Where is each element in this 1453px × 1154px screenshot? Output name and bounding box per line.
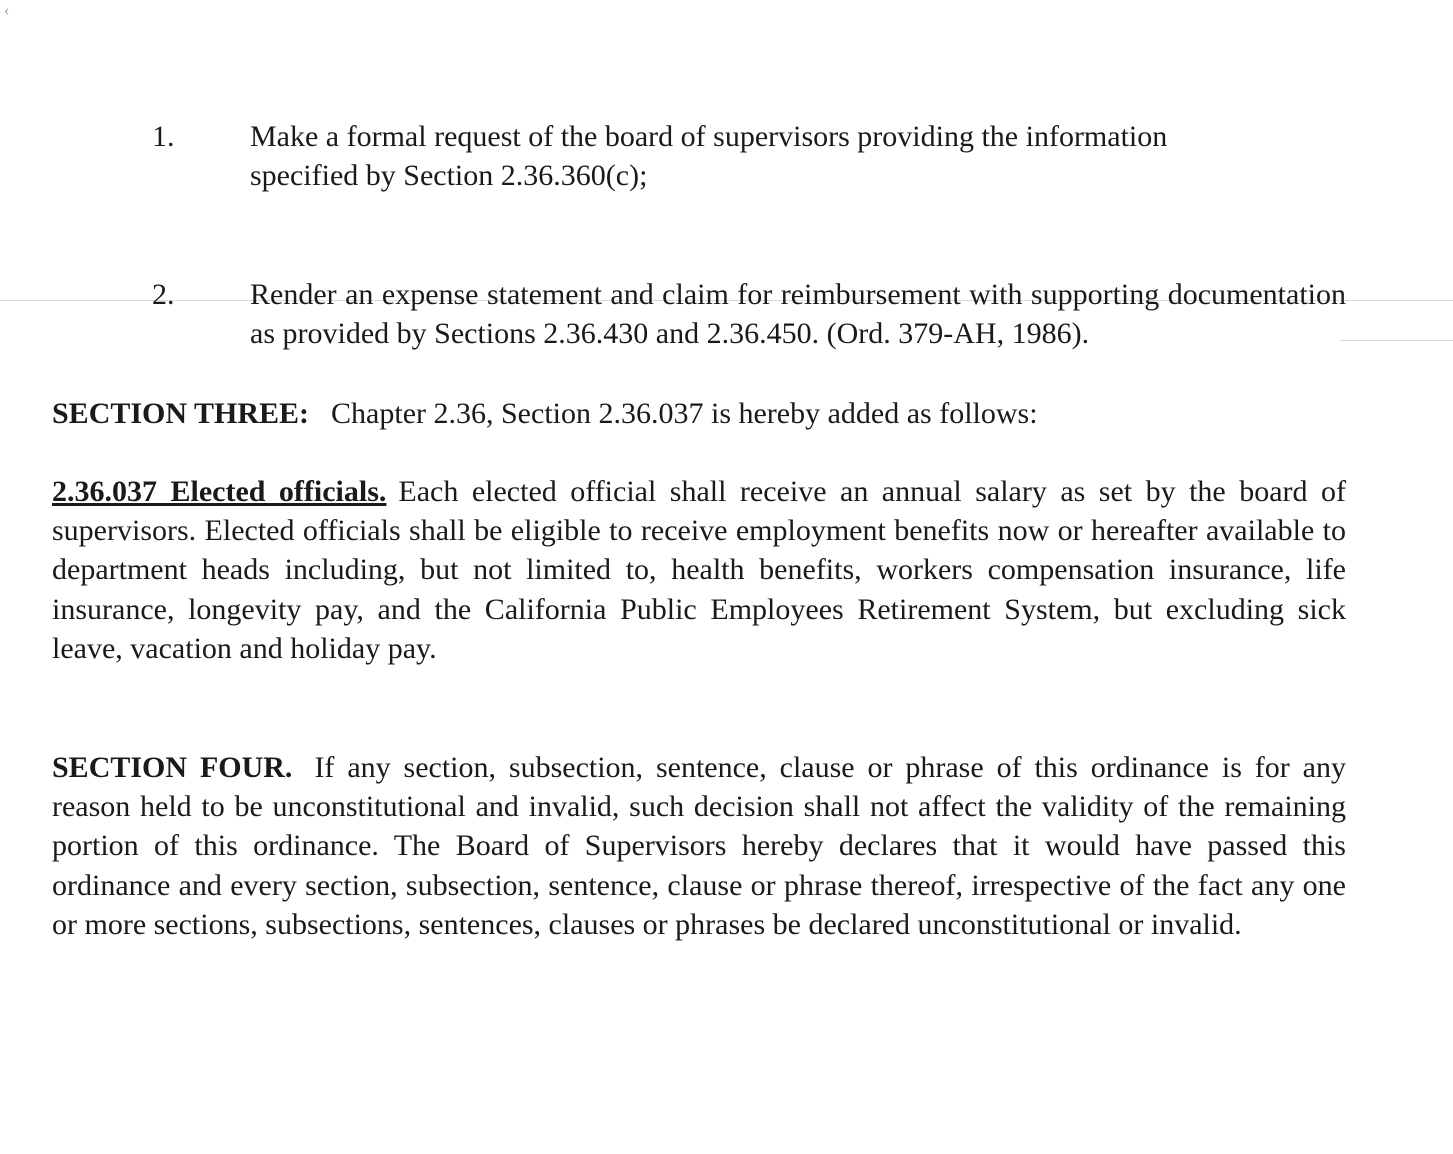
elected-officials-paragraph [52,472,1346,668]
elected-officials-text: Each elected official shall receive an annual salary as set by the board of supervisors. Elected officials shall be eligible to receive employment benefits now or hereafter available to department heads including, but not limited to, health benefits, workers compensation insurance, life insurance, longevity pay, and the California Public Employees Retirement System, but excluding sick leave, vacation and holiday pay. [52,475,1346,665]
list-item-number: 2. [152,278,175,311]
section-four-text: If any section, subsection, sentence, clause or phrase of this ordinance is for any reason held to be unconstitutional and invalid, such decision shall not affect the validity of the remaining portion of this ordinance. The Board of Supervisors hereby declares that it would have passed this ordinance and every section, subsection, sentence, clause or phrase thereof, irrespective of the fact any one or more sections, subsections, sentences, clauses or phrases be declared unconstitutional or invalid. [52,751,1346,941]
section-four-heading: SECTION FOUR. [52,751,293,784]
scan-corner-mark: ‹ [4,2,10,19]
section-three-paragraph [52,394,1346,433]
section-four-paragraph [52,748,1346,944]
list-item-text: Make a formal request of the board of supervisors providing the information specified by Section 2.36.360(c); [250,120,1168,192]
section-three-text: Chapter 2.36, Section 2.36.037 is hereby added as follows: [331,397,1038,430]
scan-artifact-line [1340,340,1453,341]
section-three-heading: SECTION THREE: [52,397,310,430]
list-item-number: 1. [152,120,175,153]
list-item-text: Render an expense statement and claim for reimbursement with supporting documentation as provided by Sections 2.36.430 and 2.36.450. (Ord. 379-AH, 1986). [250,278,1346,350]
elected-officials-heading: 2.36.037 Elected officials. [52,475,387,508]
